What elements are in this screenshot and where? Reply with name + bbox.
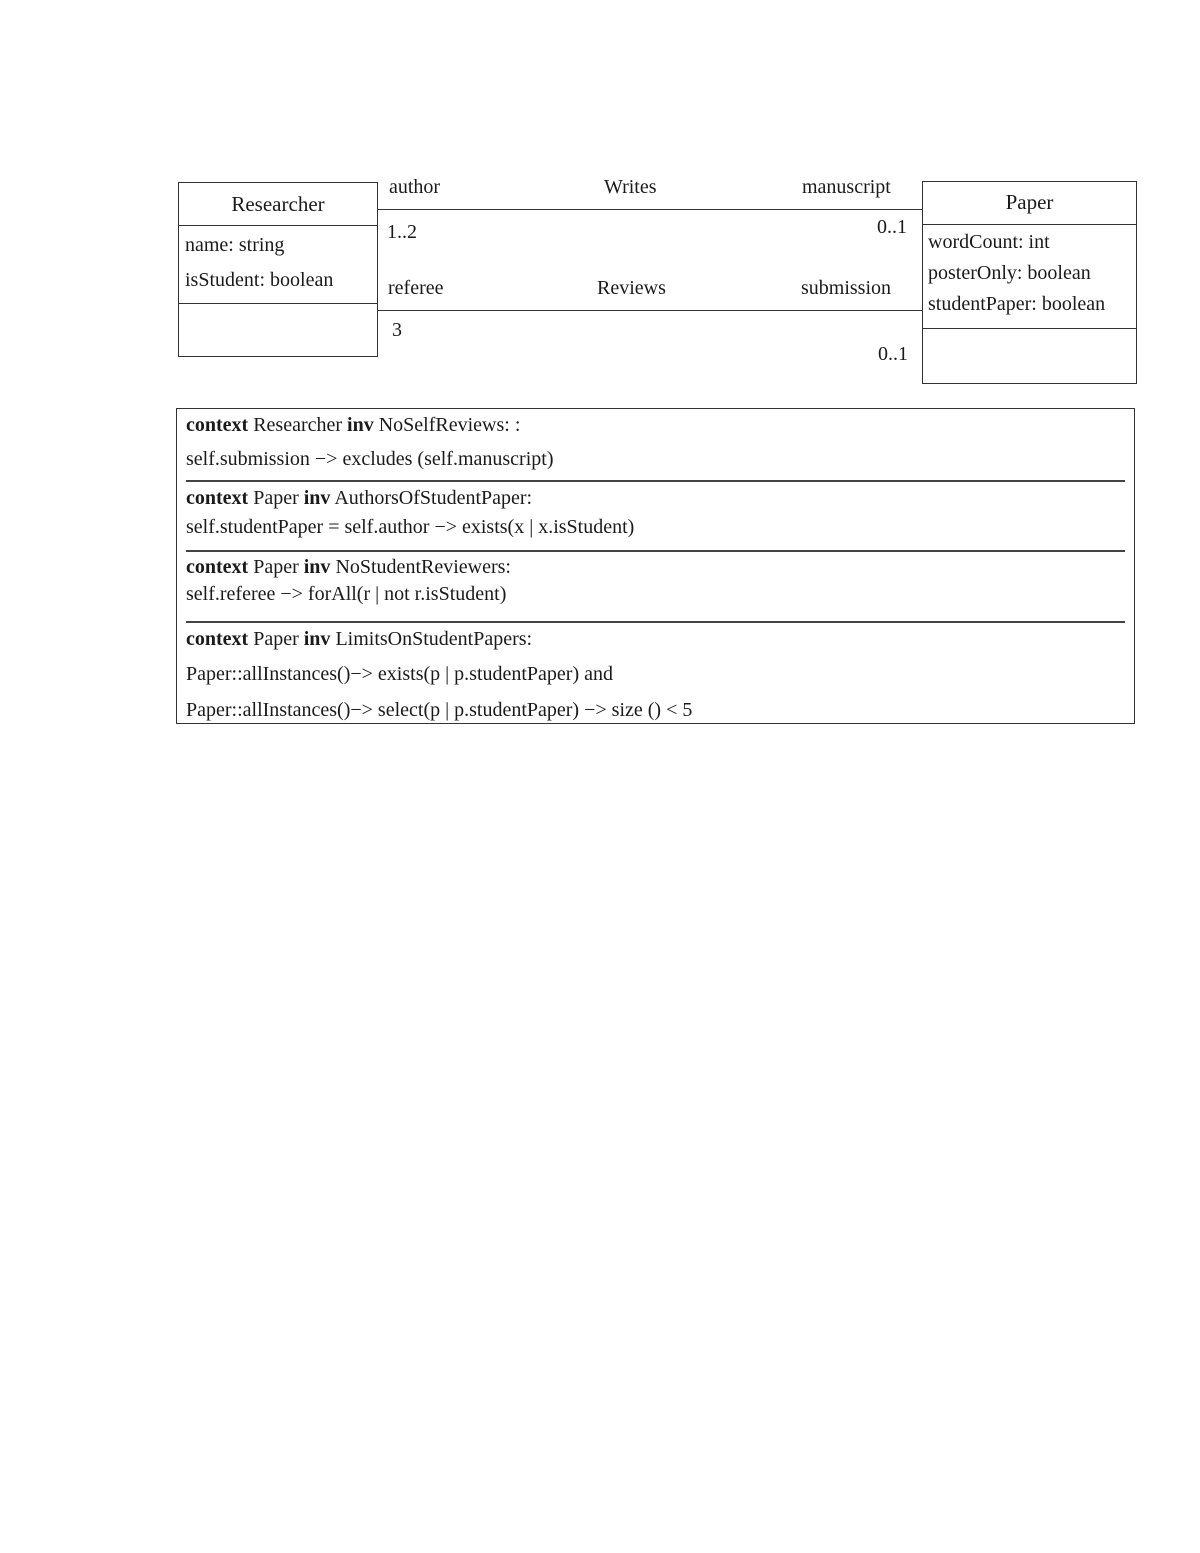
constraint-expression: self.submission −> excludes (self.manuscript) <box>186 448 554 470</box>
paper-attribute-wordcount: wordCount: int <box>928 231 1050 253</box>
paper-class-box <box>922 181 1137 384</box>
inv-keyword: inv <box>303 487 331 509</box>
inv-keyword: inv <box>347 414 374 436</box>
writes-left-multiplicity: 1..2 <box>387 221 417 243</box>
writes-right-multiplicity: 0..1 <box>877 216 907 238</box>
reviews-left-multiplicity: 3 <box>392 319 402 341</box>
writes-association-name: Writes <box>604 176 657 198</box>
researcher-attribute-isstudent: isStudent: boolean <box>185 269 334 291</box>
researcher-attributes <box>179 226 377 304</box>
context-keyword: context <box>186 628 249 650</box>
constraint-header <box>186 488 532 508</box>
inv-keyword: inv <box>303 556 331 578</box>
constraint-header <box>186 629 532 649</box>
invariant-name: NoStudentReviewers: <box>335 556 511 578</box>
reviews-right-multiplicity: 0..1 <box>878 343 908 365</box>
researcher-class-name: Researcher <box>179 183 377 226</box>
context-keyword: context <box>186 556 249 578</box>
constraint-divider <box>186 621 1125 623</box>
reviews-right-role: submission <box>801 277 892 299</box>
constraint-header <box>186 415 520 435</box>
reviews-association-name: Reviews <box>597 277 666 299</box>
constraint-expression: self.referee −> forAll(r | not r.isStudent) <box>186 583 507 605</box>
paper-class-name: Paper <box>923 182 1136 225</box>
constraint-expression: Paper::allInstances()−> select(p | p.studentPaper) −> size () < 5 <box>186 699 693 721</box>
context-class: Paper <box>253 556 299 578</box>
invariant-name: NoSelfReviews: : <box>378 414 521 436</box>
paper-attribute-studentpaper: studentPaper: boolean <box>928 293 1106 315</box>
writes-right-role: manuscript <box>802 176 891 198</box>
ocl-constraints-box <box>176 408 1135 724</box>
context-keyword: context <box>186 487 249 509</box>
researcher-class-box <box>178 182 378 357</box>
invariant-name: AuthorsOfStudentPaper: <box>334 487 533 509</box>
constraint-divider <box>186 480 1125 482</box>
constraint-expression: self.studentPaper = self.author −> exists(x | x.isStudent) <box>186 516 635 538</box>
writes-left-role: author <box>389 176 441 198</box>
invariant-name: LimitsOnStudentPapers: <box>335 628 533 650</box>
context-class: Paper <box>253 628 299 650</box>
constraint-header <box>186 557 511 577</box>
paper-attribute-posteronly: posterOnly: boolean <box>928 262 1091 284</box>
context-class: Researcher <box>253 414 343 436</box>
paper-attributes <box>923 225 1136 329</box>
constraint-divider <box>186 550 1125 552</box>
reviews-left-role: referee <box>388 277 444 299</box>
context-class: Paper <box>253 487 299 509</box>
constraint-expression: Paper::allInstances()−> exists(p | p.studentPaper) and <box>186 663 614 685</box>
context-keyword: context <box>186 414 249 436</box>
researcher-attribute-name: name: string <box>185 234 285 256</box>
reviews-association-line <box>378 310 922 311</box>
inv-keyword: inv <box>303 628 331 650</box>
writes-association-line <box>378 209 922 210</box>
